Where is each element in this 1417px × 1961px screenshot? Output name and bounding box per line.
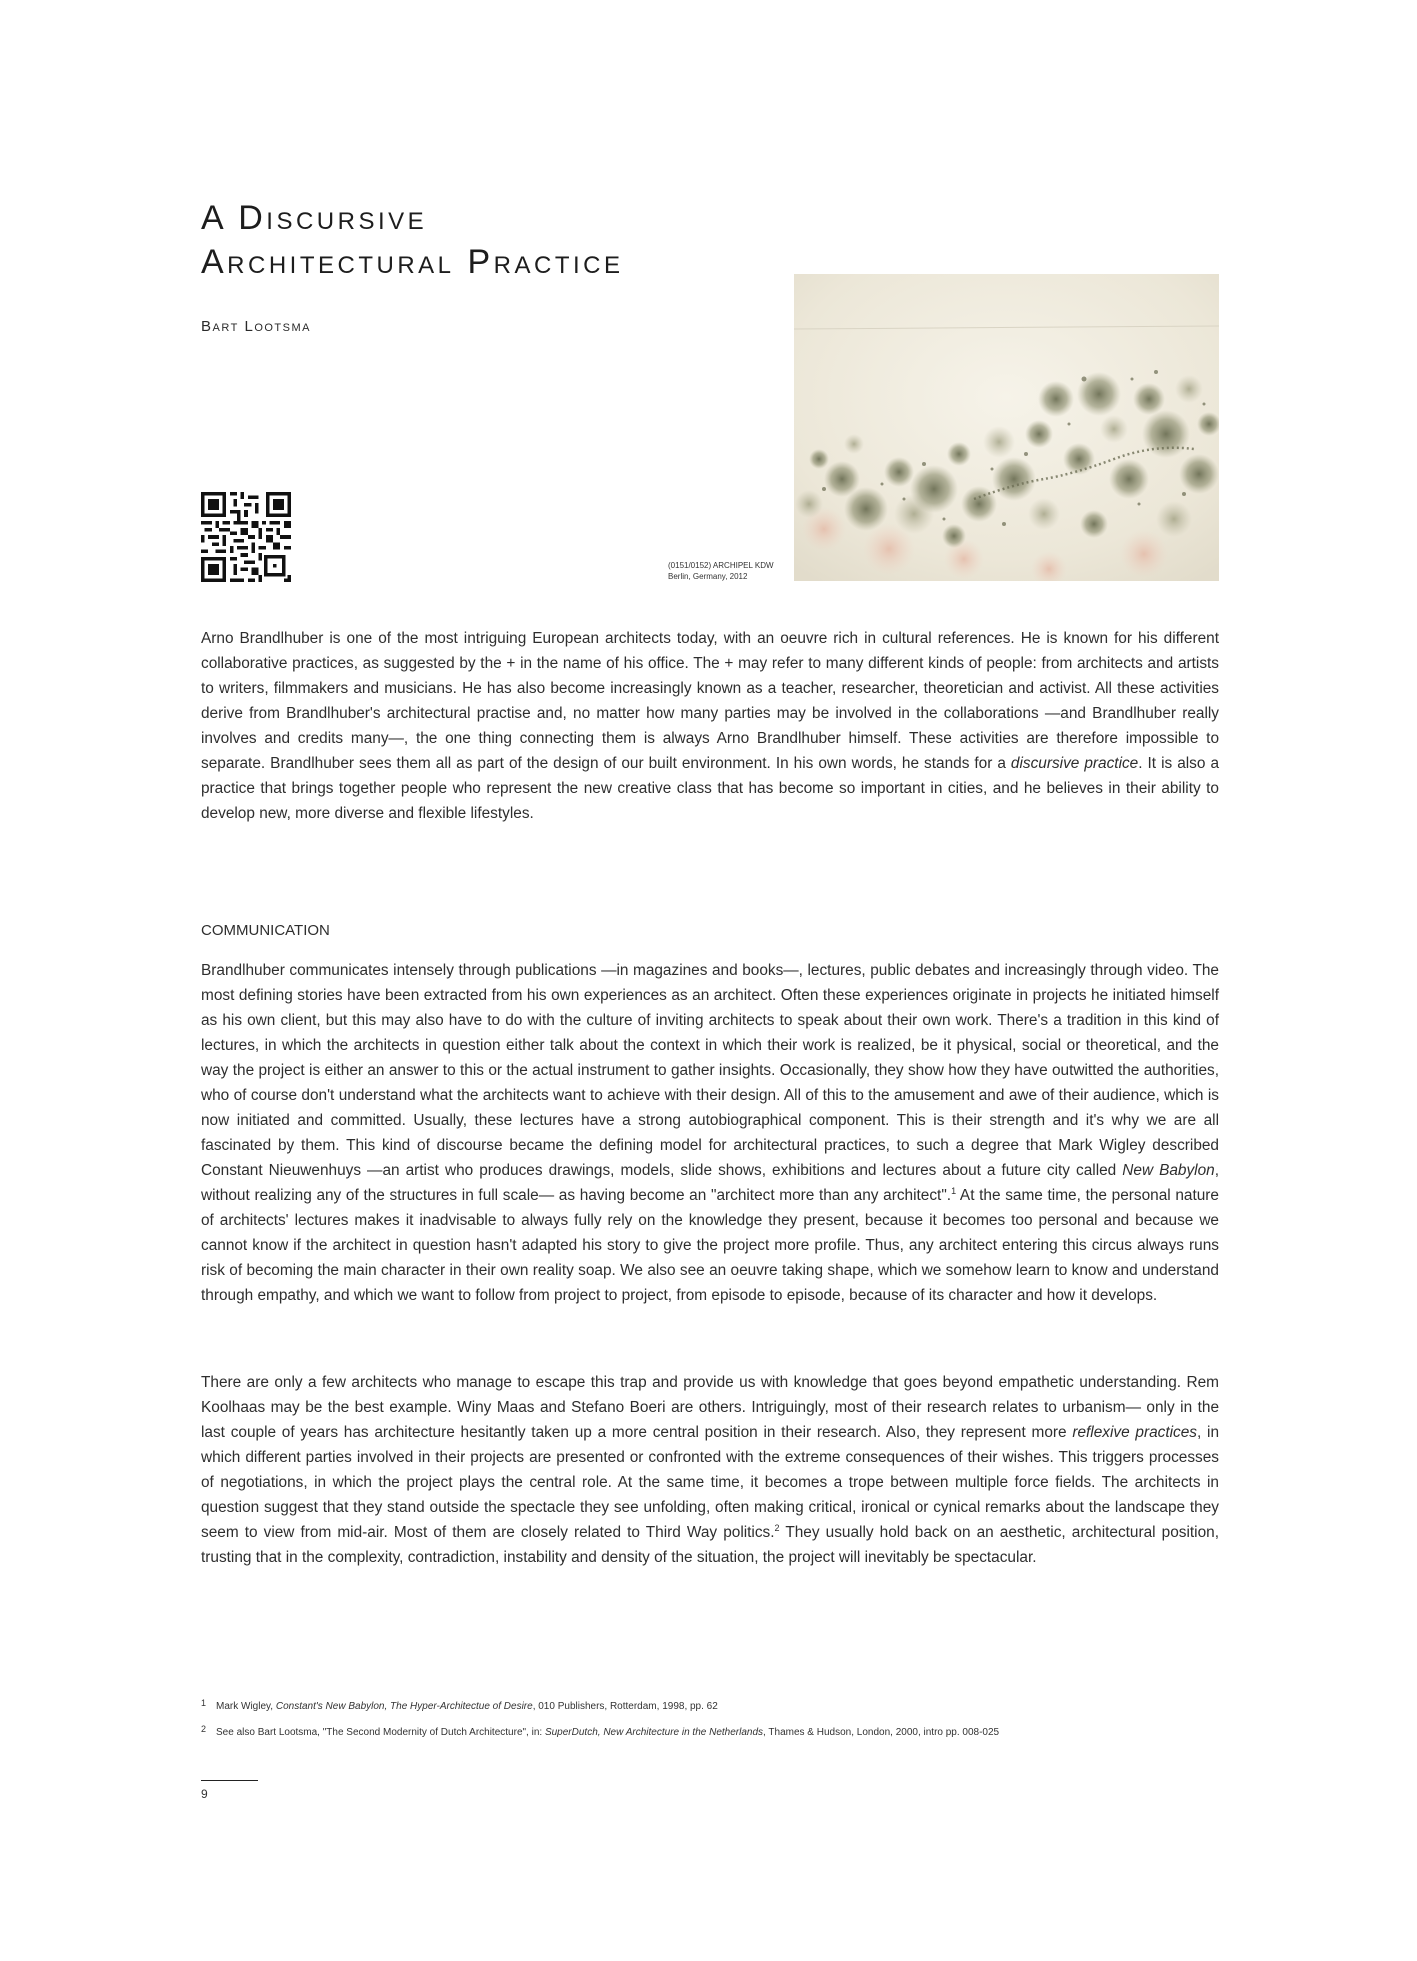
title-line-2: Architectural Practice (201, 243, 624, 281)
text-run: , Thames & Hudson, London, 2000, intro pp. 008-025 (763, 1727, 1000, 1738)
footnote-1 (201, 1698, 718, 1712)
text-run: They usually hold back on an aesthetic, architectural position, trusting that in the complexity, contradiction, instability and density of the situation, the project will inevitably be spectacular. (201, 1524, 1219, 1566)
text-run: See also Bart Lootsma, "The Second Modernity of Dutch Architecture", in: (216, 1727, 545, 1738)
image-caption (668, 560, 774, 582)
footnote-2 (201, 1724, 999, 1738)
text-run: Brandlhuber communicates intensely through publications —in magazines and books—, lectures, public debates and increasingly through video. The most defining stories have been extracted from his own experiences as an architect. Often these experiences originate in projects he initiated himself as his own client, but this may also have to do with the culture of inviting architects to speak about their own work. There's a tradition in this kind of lectures, in which the architects in question either talk about the context in which their work is realized, be it physical, social or theoretical, and the way the project is either an answer to this or the actual instrument to gather insights. Occasionally, they show how they have outwitted the authorities, who of course don't understand what the architects want to achieve with their design. All of this to the amusement and awe of their audience, which is now initiated and committed. Usually, these lectures have a strong autobiographical component. This is their strength and it's why we are all fascinated by them. This kind of discourse became the defining model for architectural practices, to such a degree that Mark Wigley described Constant Nieuwenhuys —an artist who produces drawings, models, slide shows, exhibitions and lectures about a future city called (201, 962, 1219, 1179)
text-run: At the same time, the personal nature of architects' lectures makes it inadvisable to always fully rely on the knowledge they present, because it becomes too personal and because we cannot know if the architect in question hasn't adapted his story to give the project more profile. Thus, any architect entering this circus always runs risk of becoming the main character in their own reality soap. We also see an oeuvre taking shape, which we somehow learn to know and understand through empathy, and which we want to follow from project to project, from episode to episode, because of its character and how it develops. (201, 1187, 1219, 1304)
emphasis: discursive practice (1010, 755, 1139, 772)
footnote-number: 1 (201, 1698, 207, 1708)
page-number-rule (201, 1780, 258, 1781)
text-run: Mark Wigley, (216, 1701, 276, 1712)
text-run: , 010 Publishers, Rotterdam, 1998, pp. 62 (532, 1701, 718, 1712)
text-run: , in which different parties involved in their projects are presented or confronted with the extreme consequences of their wishes. This triggers processes of negotiations, in which the project plays the central role. At the same time, it becomes a trope between multiple force fields. The architects in question suggest that they stand outside the spectacle they see unfolding, often making critical, ironical or cynical remarks about the landscape they seem to view from mid-air. Most of them are closely related to Third Way politics. (201, 1424, 1220, 1541)
footnote-number: 2 (201, 1724, 207, 1734)
intro-paragraph (201, 626, 1219, 826)
article-title (201, 196, 624, 284)
emphasis: SuperDutch, New Architecture in the Netherlands (544, 1727, 764, 1738)
mould-growth-photo (794, 274, 1219, 581)
author-name: Bart Lootsma (201, 318, 311, 335)
section-heading: COMMUNICATION (201, 922, 330, 939)
caption-line-1: (0151/0152) ARCHIPEL KDW (668, 561, 774, 570)
text-run: There are only a few architects who manage to escape this trap and provide us with knowledge that goes beyond empathetic understanding. Rem Koolhaas may be the best example. Winy Maas and Stefano Boeri are others. Intriguingly, most of their research relates to urbanism— only in the last couple of years has architecture hesitantly taken up a more central position in their research. Also, they represent more (201, 1374, 1219, 1441)
footnote-reference[interactable]: 1 (951, 1186, 957, 1196)
text-run: . It is also a practice that brings together people who represent the new creative class that has become so important in cities, and he believes in their ability to develop new, more diverse and flexible lifestyles. (201, 755, 1220, 822)
qr-code (201, 492, 291, 582)
page-number: 9 (201, 1787, 208, 1801)
title-line-1: A Discursive (201, 199, 428, 237)
caption-line-2: Berlin, Germany, 2012 (668, 572, 748, 581)
communication-paragraph-1 (201, 958, 1219, 1308)
text-run: Arno Brandlhuber is one of the most intriguing European architects today, with an oeuvre rich in cultural references. He is known for his different collaborative practices, as suggested by the + in the name of his office. The + may refer to many different kinds of people: from architects and artists to writers, filmmakers and musicians. He has also become increasingly known as a teacher, researcher, theoretician and activist. All these activities derive from Brandlhuber's architectural practise and, no matter how many parties may be involved in the collaborations —and Brandlhuber really involves and credits many—, the one thing connecting them is always Arno Brandlhuber himself. These activities are therefore impossible to separate. Brandlhuber sees them all as part of the design of our built environment. In his own words, he stands for a (201, 630, 1219, 772)
footnote-reference[interactable]: 2 (774, 1523, 780, 1533)
emphasis: Constant's New Babylon, The Hyper-Architectue of Desire (275, 1701, 533, 1712)
emphasis: New Babylon (1122, 1162, 1215, 1179)
text-run: , without realizing any of the structures in full scale— as having become an "architect more than any architect". (201, 1162, 1219, 1204)
emphasis: reflexive practices (1072, 1424, 1197, 1441)
communication-paragraph-2 (201, 1370, 1219, 1570)
